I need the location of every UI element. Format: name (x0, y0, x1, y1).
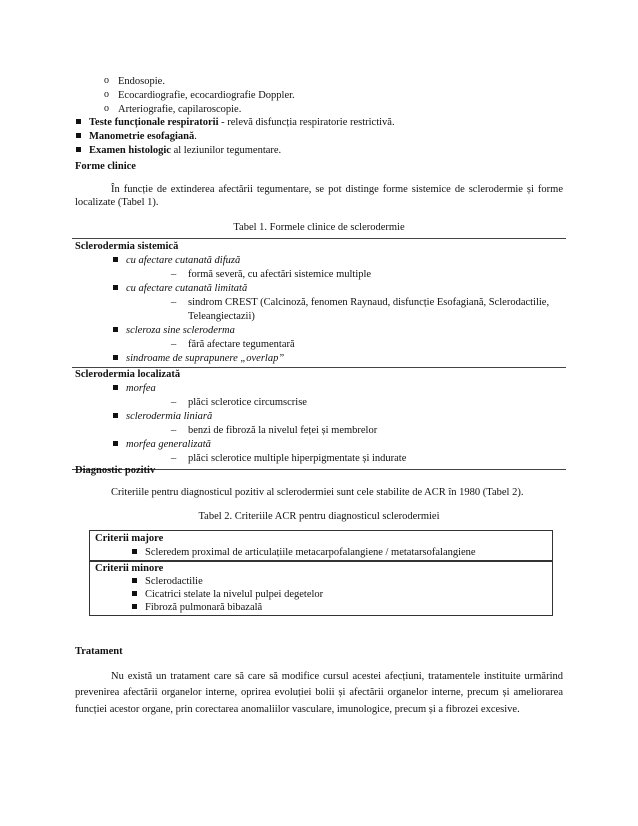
list-item: o Ecocardiografie, ecocardiografie Doppler. (118, 89, 295, 102)
section-heading: Tratament (75, 646, 123, 657)
list-item (89, 144, 281, 157)
crest-text: sindrom CREST ( (188, 297, 264, 308)
paragraph: În funcție de extinderea afectării tegumentare, se pot distinge forme sistemice de sclerodermie și forme localizate (Tabel 1). (75, 184, 563, 209)
list-item: o Endosopie. (118, 75, 165, 88)
criteria-item: Scleredem proximal de articulațiile metacarpofalangiene / metatarsofalangiene (145, 547, 476, 558)
table-item: sindroame de suprapunere „overlap” (126, 353, 285, 364)
table-subitem: – formă severă, cu afectări sistemice multiple (188, 268, 371, 281)
list-item (89, 116, 395, 129)
paragraph: Nu există un tratament care să care să modifice cursul acestei afecțiuni, tratamentele instituite urmărind prevenirea afectării organelor interne, oprirea evoluției bolii și afectării organelor interne, precum și ameliorarea funcției acestor organe, prin corectarea anomaliilor vasculare, imunologice, precum și a fibrozei excesive. (75, 671, 563, 715)
list-item-text: . (194, 131, 197, 142)
list-item-text: al leziunilor tegumentare. (170, 145, 282, 156)
list-item-bold: Manometrie esofagiană (89, 131, 195, 142)
table-section-title: Sclerodermia sistemică (75, 241, 179, 252)
criteria-item: Cicatrici stelate la nivelul pulpei degetelor (145, 589, 324, 600)
table-item: scleroza sine sclerodermа (126, 325, 235, 336)
table-subitem: – fără afectare tegumentară (188, 338, 295, 351)
list-item-text: - relevă disfuncția respiratorie restrictivă. (218, 117, 395, 128)
table-item: sclerodermia liniară (126, 411, 213, 422)
section-heading: Diagnostic pozitiv (75, 465, 156, 476)
table-subitem: – benzi de fibroză la nivelul feței și membrelor (188, 424, 377, 437)
criteria-title: Criterii minore (95, 563, 164, 574)
table-item: morfea generalizată (126, 439, 211, 450)
criteria-title: Criterii majore (95, 533, 164, 544)
table-caption: Tabel 2. Criteriile ACR pentru diagnosticul sclerodermiei (198, 511, 440, 522)
criteria-item: Sclerodactilie (145, 576, 203, 587)
table-subitem: – plăci sclerotice multiple hiperpigmentate și indurate (188, 452, 406, 465)
table-item: cu afectare cutanată limitată (126, 283, 248, 294)
table-section-title: Sclerodermia localizată (75, 369, 181, 380)
table-item: morfea (126, 383, 156, 394)
table-subitem-continuation: Teleangiectazii) (188, 311, 255, 322)
table-item: cu afectare cutanată difuză (126, 255, 241, 266)
list-item-bold: Examen histologic (89, 145, 171, 156)
table-subitem: – plăci sclerotice circumscrise (188, 396, 307, 409)
crest-text: Calcinoză, fenomen Raynaud, disfuncție Esofagiană, Sclerodactilie, (263, 297, 550, 308)
list-item-bold: Teste funcționale respiratorii (89, 117, 219, 128)
criteria-item: Fibroză pulmonară bibazală (145, 602, 263, 613)
section-heading: Forme clinice (75, 161, 136, 172)
list-item: o Arteriografie, capilaroscopie. (118, 103, 241, 116)
paragraph: Criteriile pentru diagnosticul pozitiv al sclerodermiei sunt cele stabilite de ACR în 1980 (Tabel 2). (111, 487, 524, 498)
table-caption: Tabel 1. Formele clinice de sclerodermie (233, 222, 405, 233)
list-item (89, 130, 197, 143)
table-subitem (188, 296, 549, 309)
table-border-top (72, 238, 566, 239)
